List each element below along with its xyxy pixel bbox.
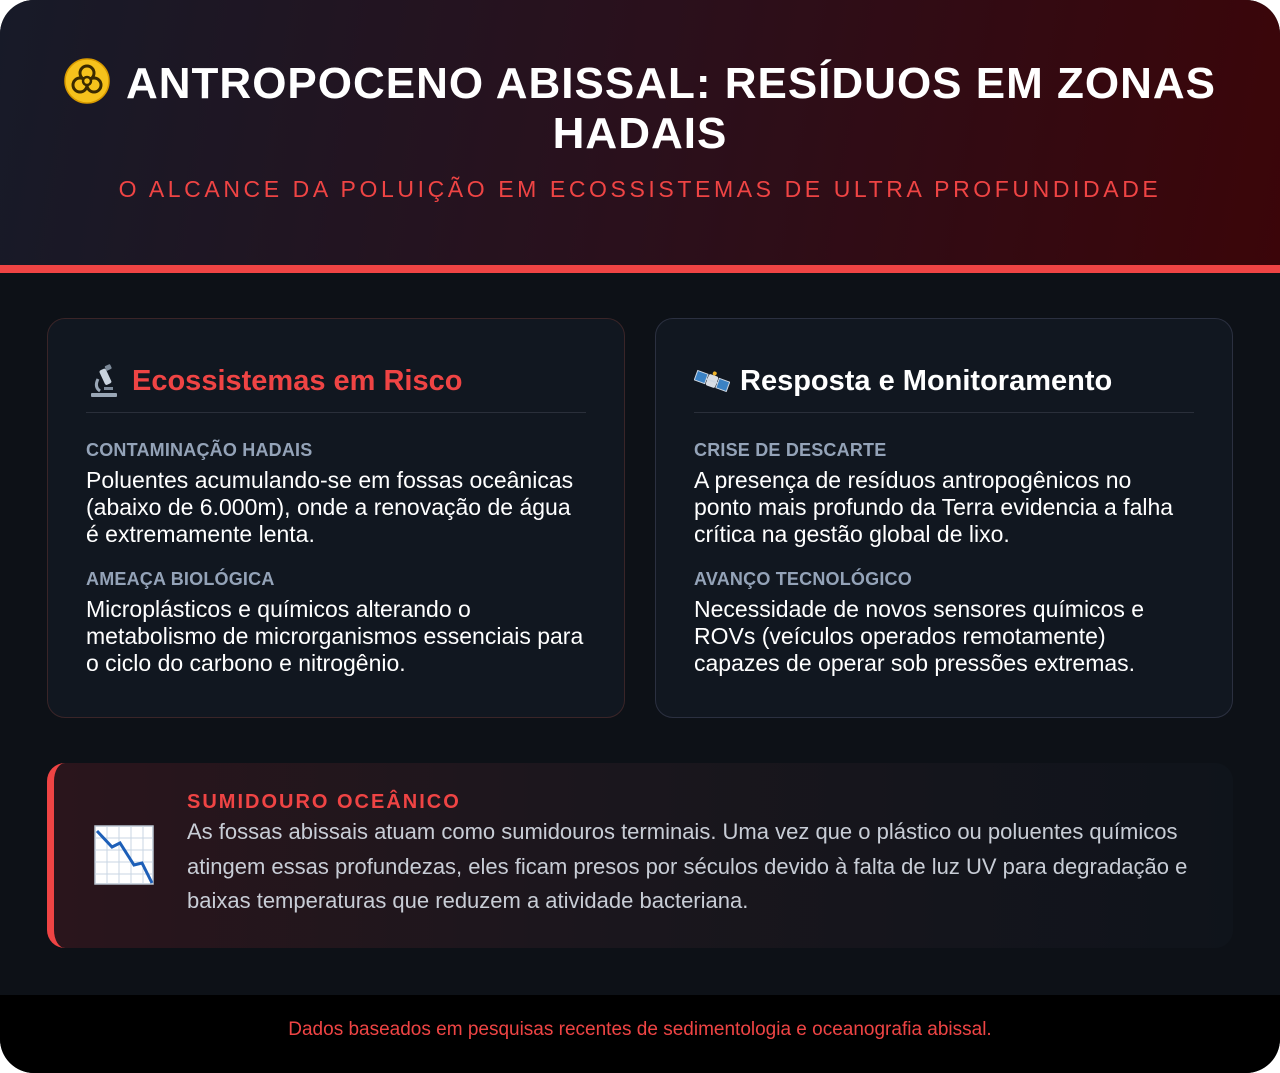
item-text: A presença de resíduos antropogênicos no ponto mais profundo da Terra evidencia a falha crítica na gestão global de lixo.	[694, 467, 1174, 547]
card-header	[86, 349, 586, 413]
microscope-icon	[86, 363, 122, 399]
callout-text: As fossas abissais atuam como sumidouros terminais. Uma vez que o plástico ou poluentes químicos atingem essas profundezas, eles ficam presos por séculos devido à falta de luz UV para degradação e baixas temperaturas que reduzem a atividade bacteriana.	[187, 819, 1188, 913]
card-title: Ecossistemas em Risco	[132, 364, 463, 397]
satellite-icon	[694, 363, 730, 399]
footer-text: Dados baseados em pesquisas recentes de sedimentologia e oceanografia abissal.	[288, 1019, 992, 1040]
biohazard-icon	[64, 58, 110, 104]
chart-decreasing-icon	[94, 825, 154, 885]
item-label: CRISE DE DESCARTE	[694, 440, 887, 460]
item-text: Microplásticos e químicos alterando o metabolismo de microrganismos essenciais para o ciclo do carbono e nitrogênio.	[86, 596, 584, 676]
title-text: ANTROPOCENO ABISSAL: RESÍDUOS EM ZONAS HADAIS	[126, 59, 1216, 158]
card-title: Resposta e Monitoramento	[740, 364, 1113, 397]
card-response-monitoring	[655, 318, 1233, 718]
item-label: AMEAÇA BIOLÓGICA	[86, 569, 275, 589]
card-ecosystems-at-risk	[47, 318, 625, 718]
item-label: CONTAMINAÇÃO HADAIS	[86, 440, 313, 460]
item-text: Poluentes acumulando-se em fossas oceânicas (abaixo de 6.000m), onde a renovação de água é extremamente lenta.	[86, 467, 574, 547]
header-divider	[0, 265, 1280, 273]
card-header	[694, 349, 1194, 413]
page-title	[60, 58, 1220, 159]
header	[0, 0, 1280, 265]
page-subtitle: O ALCANCE DA POLUIÇÃO EM ECOSSISTEMAS DE ULTRA PROFUNDIDADE	[118, 176, 1162, 202]
item-label: AVANÇO TECNOLÓGICO	[694, 569, 912, 589]
callout-label: SUMIDOURO OCEÂNICO	[187, 791, 461, 813]
item-text: Necessidade de novos sensores químicos e ROVs (veículos operados remotamente) capazes de operar sob pressões extremas.	[694, 596, 1145, 676]
footer	[0, 995, 1280, 1073]
callout-ocean-sink	[47, 763, 1233, 948]
